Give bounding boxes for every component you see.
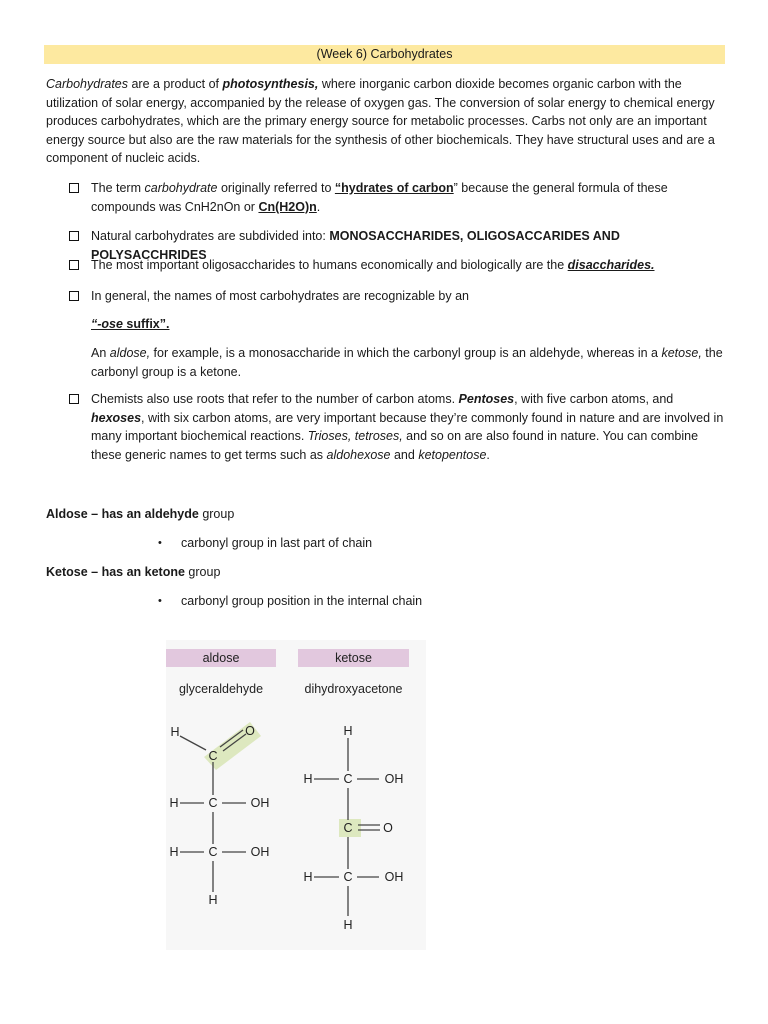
checkbox-bullet-icon [69,260,79,270]
intro-paragraph: Carbohydrates are a product of photosynthesis, where inorganic carbon dioxide becomes organic carbon with the utilization of solar energy, accompanied by the release of oxygen gas. The conversion of solar energy to chemical energy produces carbohydrates, which are the primary energy source for metabolic processes. Carbs not only are an important energy source but also are the raw materials for the synthesis of other biochemicals. They have structural uses and are a component of nucleic acids. [46,77,715,166]
bullet-ose-suffix: In general, the names of most carbohydrates are recognizable by an [91,289,469,303]
atom-oh: OH [384,870,404,884]
atom-oh: OH [250,845,270,859]
atom-c: C [208,749,218,763]
atom-h: H [208,893,218,907]
bullet-carbon-roots: Chemists also use roots that refer to the number of carbon atoms. Pentoses, with five carbon atoms, and hexoses, with six carbon atoms, are very important because they’re commonly found in nature and are involved in many important biochemical reactions. Trioses, tetroses, and so on are also found in nature. You can combine these generic names to get terms such as aldohexose and ketopentose. [91,392,724,462]
aldose-ketose-explanation: An aldose, for example, is a monosaccharide in which the carbonyl group is an aldehyde, whereas in a ketose, the carbonyl group is a ketone. [91,346,723,379]
atom-o: O [383,821,393,835]
dihydroxyacetone-label: dihydroxyacetone [304,682,403,696]
glyceraldehyde-structure [180,722,261,892]
bullet-carbohydrate-term: The term carbohydrate originally referred to “hydrates of carbon” because the general formula of these compounds was CnH2nOn or Cn(H2O)n. [91,181,668,214]
atom-h: H [303,870,313,884]
atom-c: C [208,845,218,859]
bullet-disaccharides: The most important oligosaccharides to humans economically and biologically are the disaccharides. [91,258,655,272]
ketose-definition: Ketose – has an ketone group [46,565,221,579]
aldose-header: aldose [166,649,276,667]
ose-suffix-label: “-ose suffix”. [91,317,170,331]
atom-c: C [343,870,353,884]
aldose-ketose-figure [166,640,426,950]
ketose-header: ketose [298,649,409,667]
atom-h: H [169,845,179,859]
bullet-subdivisions: Natural carbohydrates are subdivided into: MONOSACCHARIDES, OLIGOSACCARIDES AND POLYSACCHRIDES [91,229,620,262]
atom-h: H [343,724,353,738]
checkbox-bullet-icon [69,231,79,241]
atom-h: H [169,796,179,810]
atom-h: H [343,918,353,932]
glyceraldehyde-label: glyceraldehyde [178,682,264,696]
aldose-bullet-text: carbonyl group in last part of chain [181,536,373,550]
checkbox-bullet-icon [69,183,79,193]
atom-h: H [303,772,313,786]
aldose-definition: Aldose – has an aldehyde group [46,507,235,521]
checkbox-bullet-icon [69,291,79,301]
atom-h: H [170,725,180,739]
structures-svg [166,640,426,950]
checkbox-bullet-icon [69,394,79,404]
atom-c: C [343,821,353,835]
atom-oh: OH [250,796,270,810]
bullet-dot-icon: • [158,537,162,549]
atom-c: C [343,772,353,786]
atom-oh: OH [384,772,404,786]
ketose-bullet-text: carbonyl group position in the internal chain [181,594,423,608]
atom-o: O [245,724,255,738]
document-title: (Week 6) Carbohydrates [44,45,725,64]
bullet-dot-icon: • [158,595,162,607]
atom-c: C [208,796,218,810]
